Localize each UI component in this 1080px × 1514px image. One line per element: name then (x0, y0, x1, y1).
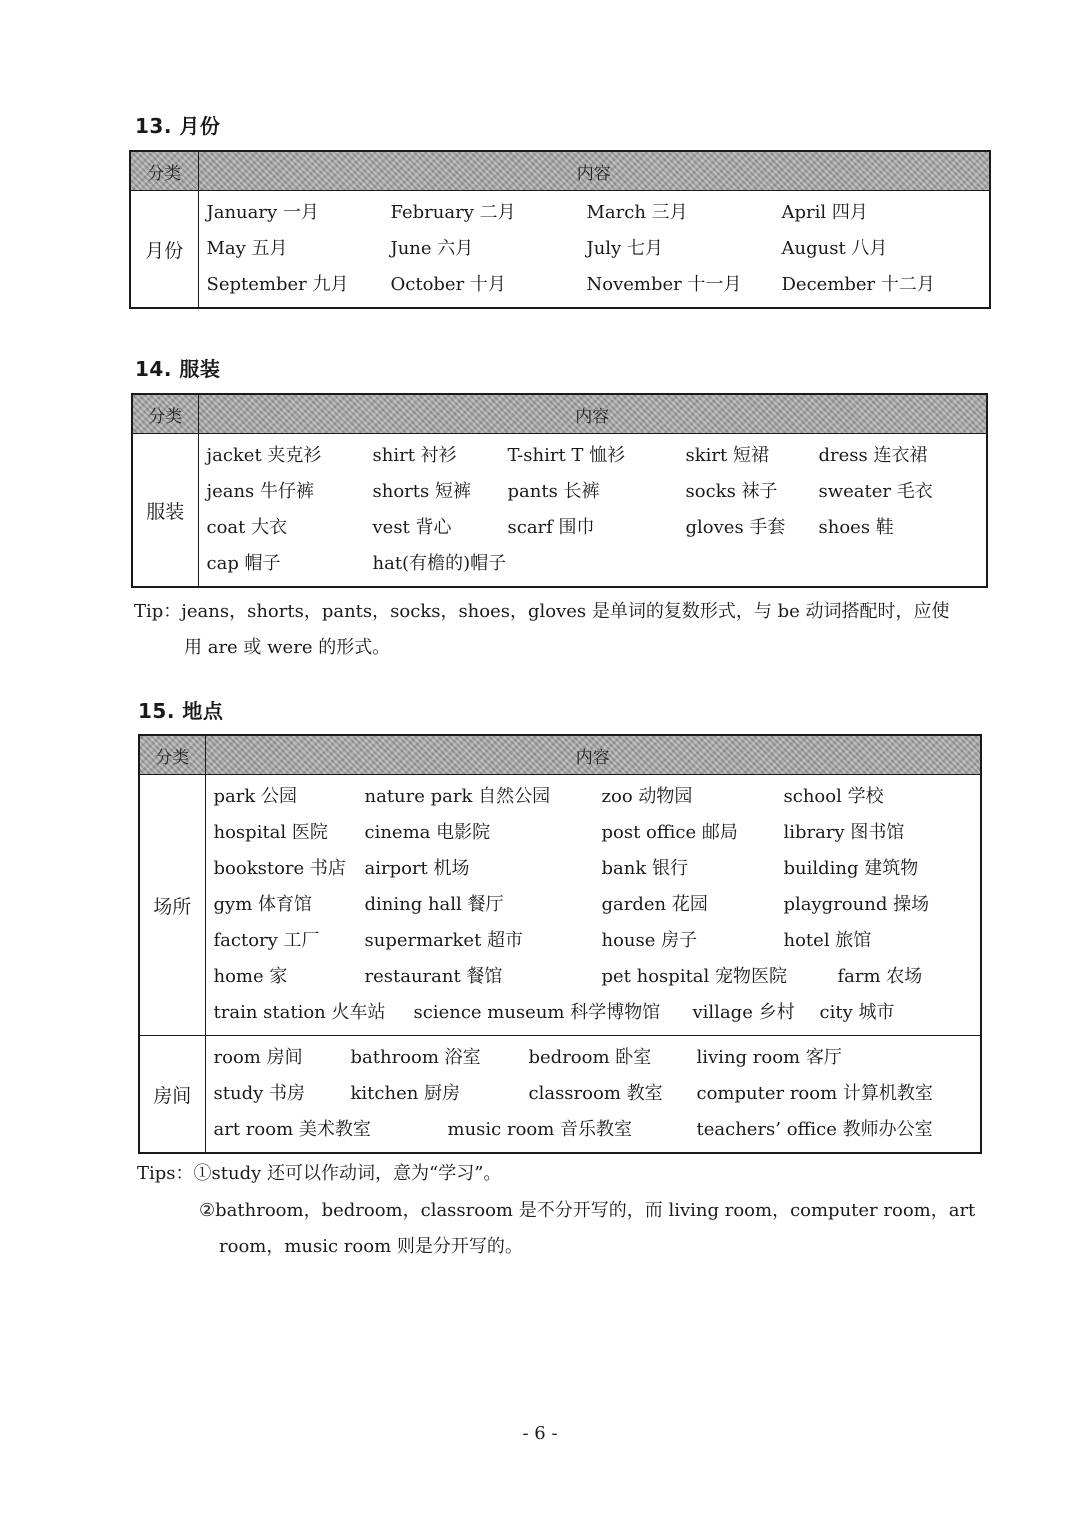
table-row (214, 815, 981, 851)
vocab-item: pet hospital 宠物医院 (601, 966, 788, 987)
vocab-item: November 十一月 (586, 274, 742, 295)
vocab-item: cinema 电影院 (364, 822, 491, 843)
vocab-item: shorts 短裤 (372, 481, 471, 502)
vocab-item: bank 银行 (601, 858, 688, 879)
table-row (214, 1040, 981, 1076)
vocab-item: shoes 鞋 (818, 517, 894, 538)
content-cell (198, 434, 987, 588)
vocab-item: April 四月 (781, 202, 868, 223)
vocab-item: January 一月 (206, 202, 319, 223)
vocab-item: computer room 计算机教室 (696, 1083, 933, 1104)
table-row (207, 267, 990, 303)
content-cell (205, 775, 981, 1036)
vocab-item: home 家 (213, 966, 288, 987)
vocab-item: teachers’ office 教师办公室 (696, 1119, 933, 1140)
table-row (214, 851, 981, 887)
vocab-item: September 九月 (206, 274, 349, 295)
table-row (207, 195, 990, 231)
table-row (214, 959, 981, 995)
tip-line: Tip：jeans，shorts，pants，socks，shoes，gloves 是单词的复数形式，与 be 动词搭配时，应使 (134, 601, 950, 622)
vocab-item: kitchen 厨房 (350, 1083, 461, 1104)
section-15-title: 15. 地点 (138, 699, 224, 723)
section-13-title: 13. 月份 (135, 114, 221, 138)
table-row (207, 546, 987, 582)
vocab-item: living room 客厅 (696, 1047, 842, 1068)
vocab-item: farm 农场 (837, 966, 923, 987)
table-row (207, 231, 990, 267)
vocab-item: music room 音乐教室 (447, 1119, 633, 1140)
vocab-item: art room 美术教室 (213, 1119, 371, 1140)
table-header-content: 内容 (198, 151, 990, 191)
page-number: - 6 - (522, 1423, 558, 1444)
clothing-table (131, 393, 988, 588)
vocab-item: skirt 短裙 (685, 445, 769, 466)
vocab-item: room 房间 (213, 1047, 303, 1068)
section-14-title: 14. 服装 (135, 357, 221, 381)
table-row (214, 1112, 981, 1148)
vocab-item: house 房子 (601, 930, 698, 951)
table-row (207, 474, 987, 510)
category-cell: 月份 (130, 191, 198, 309)
vocab-item: hat(有檐的)帽子 (372, 553, 507, 574)
vocab-item: May 五月 (206, 238, 288, 259)
places-table (138, 734, 982, 1154)
table-row (207, 510, 987, 546)
vocab-item: zoo 动物园 (601, 786, 693, 807)
table-row (214, 1076, 981, 1112)
vocab-item: December 十二月 (781, 274, 935, 295)
vocab-item: bookstore 书店 (213, 858, 346, 879)
vocab-item: October 十月 (390, 274, 506, 295)
vocab-item: supermarket 超市 (364, 930, 524, 951)
table-row (214, 779, 981, 815)
vocab-item: school 学校 (783, 786, 884, 807)
months-table (129, 150, 991, 309)
vocab-item: building 建筑物 (783, 858, 919, 879)
vocab-item: vest 背心 (372, 517, 452, 538)
vocab-item: hotel 旅馆 (783, 930, 872, 951)
vocab-item: train station 火车站 (213, 1002, 386, 1023)
vocab-item: jeans 牛仔裤 (206, 481, 315, 502)
table-row (214, 887, 981, 923)
table-row (214, 995, 981, 1031)
content-cell (198, 191, 990, 309)
tip-line: 用 are 或 were 的形式。 (184, 637, 391, 658)
vocab-item: bathroom 浴室 (350, 1047, 481, 1068)
vocab-item: factory 工厂 (213, 930, 320, 951)
vocab-item: jacket 夹克衫 (206, 445, 322, 466)
vocab-item: park 公园 (213, 786, 297, 807)
vocab-item: airport 机场 (364, 858, 470, 879)
vocab-item: July 七月 (586, 238, 663, 259)
vocab-item: city 城市 (819, 1002, 895, 1023)
vocab-item: gym 体育馆 (213, 894, 312, 915)
vocab-item: dress 连衣裙 (818, 445, 928, 466)
vocab-item: post office 邮局 (601, 822, 738, 843)
vocab-item: June 六月 (390, 238, 474, 259)
vocab-item: library 图书馆 (783, 822, 905, 843)
vocab-item: February 二月 (390, 202, 516, 223)
vocab-item: March 三月 (586, 202, 688, 223)
tip-line: Tips：①study 还可以作动词，意为“学习”。 (137, 1163, 502, 1184)
tip-line: ②bathroom，bedroom，classroom 是不分开写的，而 living room，computer room，art (199, 1200, 976, 1221)
vocab-item: shirt 衬衫 (372, 445, 457, 466)
vocab-item: cap 帽子 (206, 553, 281, 574)
category-cell: 场所 (139, 775, 205, 1036)
vocab-item: scarf 围巾 (507, 517, 595, 538)
vocab-item: gloves 手套 (685, 517, 786, 538)
vocab-item: hospital 医院 (213, 822, 328, 843)
vocab-item: classroom 教室 (528, 1083, 663, 1104)
table-header-content: 内容 (198, 394, 987, 434)
table-row (214, 923, 981, 959)
vocab-item: science museum 科学博物馆 (413, 1002, 661, 1023)
vocab-item: nature park 自然公园 (364, 786, 551, 807)
vocab-item: coat 大衣 (206, 517, 288, 538)
category-cell: 房间 (139, 1036, 205, 1154)
vocab-item: village 乡村 (692, 1002, 795, 1023)
table-row (207, 438, 987, 474)
vocab-item: socks 袜子 (685, 481, 778, 502)
table-header-category: 分类 (130, 151, 198, 191)
table-header-content: 内容 (205, 735, 981, 775)
vocab-item: restaurant 餐馆 (364, 966, 503, 987)
table-header-category: 分类 (132, 394, 198, 434)
vocab-item: August 八月 (781, 238, 888, 259)
tip-line: room，music room 则是分开写的。 (219, 1236, 523, 1257)
vocab-item: garden 花园 (601, 894, 708, 915)
category-cell: 服装 (132, 434, 198, 588)
vocab-item: pants 长裤 (507, 481, 600, 502)
vocab-item: dining hall 餐厅 (364, 894, 504, 915)
vocab-item: study 书房 (213, 1083, 305, 1104)
content-cell (205, 1036, 981, 1154)
vocab-item: sweater 毛衣 (818, 481, 933, 502)
table-header-category: 分类 (139, 735, 205, 775)
vocab-item: bedroom 卧室 (528, 1047, 652, 1068)
vocab-item: T-shirt T 恤衫 (507, 445, 626, 466)
vocab-item: playground 操场 (783, 894, 930, 915)
